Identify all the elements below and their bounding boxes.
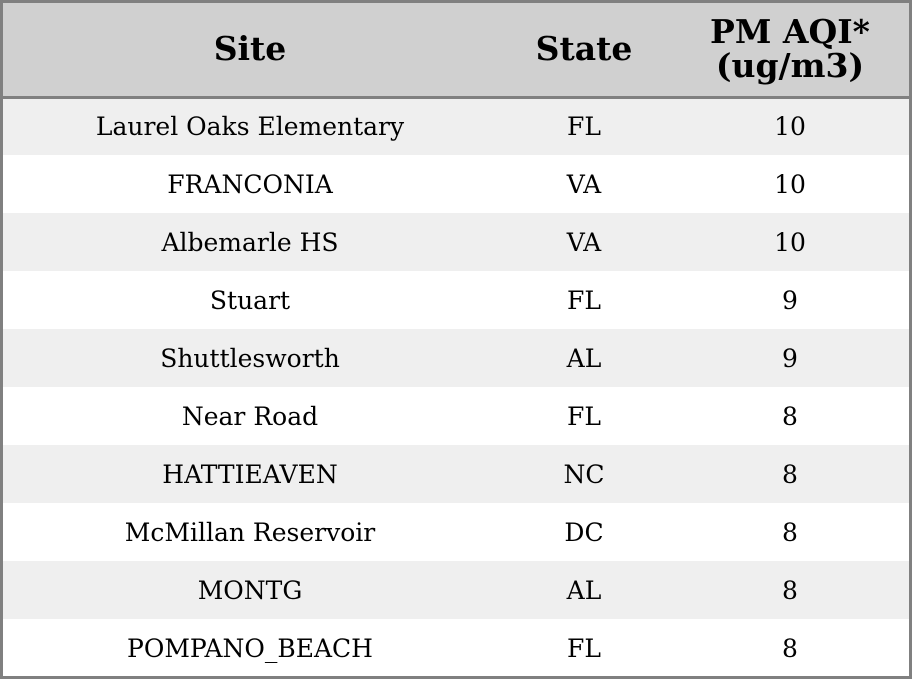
aqi-table <box>3 3 909 677</box>
cell-state: VA <box>566 169 602 199</box>
cell-state: FL <box>567 285 601 315</box>
header-site: Site <box>3 3 497 97</box>
header-state: State <box>497 3 671 97</box>
table-row <box>3 561 909 619</box>
cell-site: HATTIEAVEN <box>162 459 338 489</box>
table-row <box>3 503 909 561</box>
cell-state: FL <box>567 633 601 663</box>
table-row <box>3 213 909 271</box>
cell-site: Near Road <box>181 401 319 431</box>
table-row <box>3 155 909 213</box>
table-row <box>3 387 909 445</box>
table-row <box>3 619 909 677</box>
table-row <box>3 97 909 155</box>
cell-site: Albemarle HS <box>161 227 339 257</box>
table-body <box>3 97 909 677</box>
table-header <box>3 3 909 97</box>
cell-site: MONTG <box>197 575 303 605</box>
header-aqi <box>671 3 909 97</box>
cell-aqi: 10 <box>774 169 806 199</box>
cell-state: DC <box>564 517 604 547</box>
cell-aqi: 8 <box>782 633 798 663</box>
cell-site: FRANCONIA <box>167 169 333 199</box>
cell-site: Shuttlesworth <box>160 343 340 373</box>
cell-state: NC <box>563 459 605 489</box>
cell-aqi: 9 <box>782 285 798 315</box>
header-aqi-line1: PM AQI* <box>710 12 870 52</box>
header-aqi-line2: (ug/m3) <box>715 46 865 86</box>
cell-site: POMPANO_BEACH <box>127 633 373 663</box>
cell-state: FL <box>567 112 601 142</box>
table-row <box>3 329 909 387</box>
cell-site: Laurel Oaks Elementary <box>95 112 405 142</box>
header-row <box>3 3 909 97</box>
cell-aqi: 10 <box>774 227 806 257</box>
cell-state: VA <box>566 227 602 257</box>
cell-state: AL <box>566 575 602 605</box>
cell-site: McMillan Reservoir <box>124 517 376 547</box>
cell-state: AL <box>566 343 602 373</box>
table-row <box>3 271 909 329</box>
cell-aqi: 10 <box>774 112 806 142</box>
cell-aqi: 8 <box>782 575 798 605</box>
cell-aqi: 8 <box>782 401 798 431</box>
cell-aqi: 9 <box>782 343 798 373</box>
cell-aqi: 8 <box>782 459 798 489</box>
table-row <box>3 445 909 503</box>
cell-state: FL <box>567 401 601 431</box>
cell-aqi: 8 <box>782 517 798 547</box>
cell-site: Stuart <box>209 285 291 315</box>
